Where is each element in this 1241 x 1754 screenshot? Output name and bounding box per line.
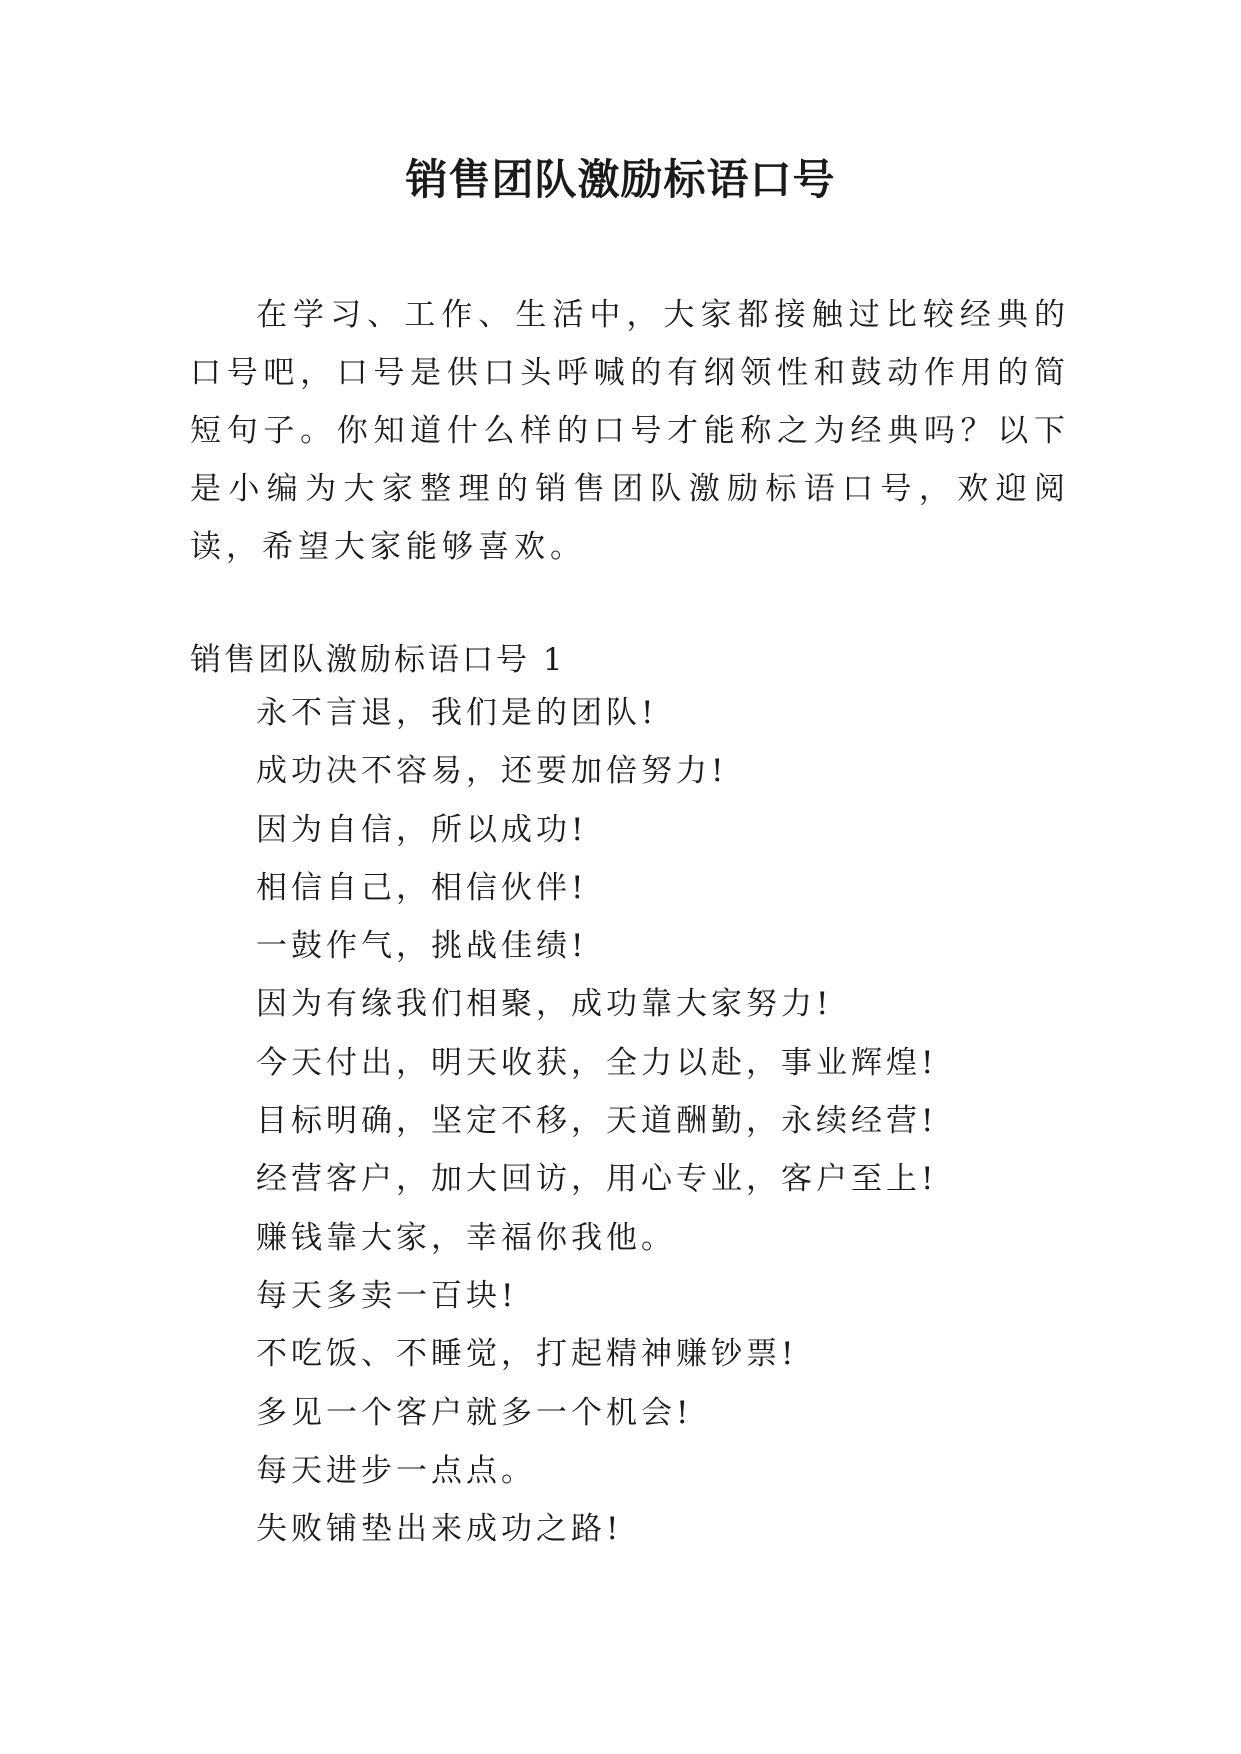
slogan-item: 一鼓作气，挑战佳绩! [256, 928, 588, 965]
slogan-item: 因为自信，所以成功! [256, 811, 588, 848]
section-heading: 销售团队激励标语口号 1 [190, 642, 566, 678]
slogan-item: 永不言退，我们是的团队! [256, 695, 658, 731]
slogan-item: 不吃饭、不睡觉，打起精神赚钞票! [256, 1336, 798, 1373]
slogan-item: 目标明确，坚定不移，天道酬勤，永续经营! [256, 1103, 938, 1140]
slogan-item: 今天付出，明天收获，全力以赴，事业辉煌! [256, 1044, 938, 1081]
slogan-item: 经营客户，加大回访，用心专业，客户至上! [256, 1161, 938, 1198]
slogan-item: 相信自己，相信伙伴! [256, 869, 588, 906]
slogan-item: 每天多卖一百块! [256, 1277, 518, 1314]
slogan-item: 失败铺垫出来成功之路! [256, 1511, 623, 1548]
slogan-item: 赚钱靠大家，幸福你我他。 [256, 1219, 676, 1256]
document-title: 销售团队激励标语口号 [405, 155, 836, 204]
intro-paragraph: 在学习、工作、生活中，大家都接触过比较经典的口号吧，口号是供口头呼喊的有纲领性和鼓动作用的简短句子。你知道什么样的口号才能称之为经典吗？以下是小编为大家整理的销售团队激励标语口号，欢迎阅读，希望大家能够喜欢。 [190, 297, 1070, 565]
slogan-list [256, 693, 1076, 1567]
slogan-item: 成功决不容易，还要加倍努力! [256, 753, 728, 790]
slogan-item: 因为有缘我们相聚，成功靠大家努力! [256, 986, 833, 1023]
slogan-item: 多见一个客户就多一个机会! [256, 1394, 693, 1431]
slogan-item: 每天进步一点点。 [256, 1452, 536, 1489]
